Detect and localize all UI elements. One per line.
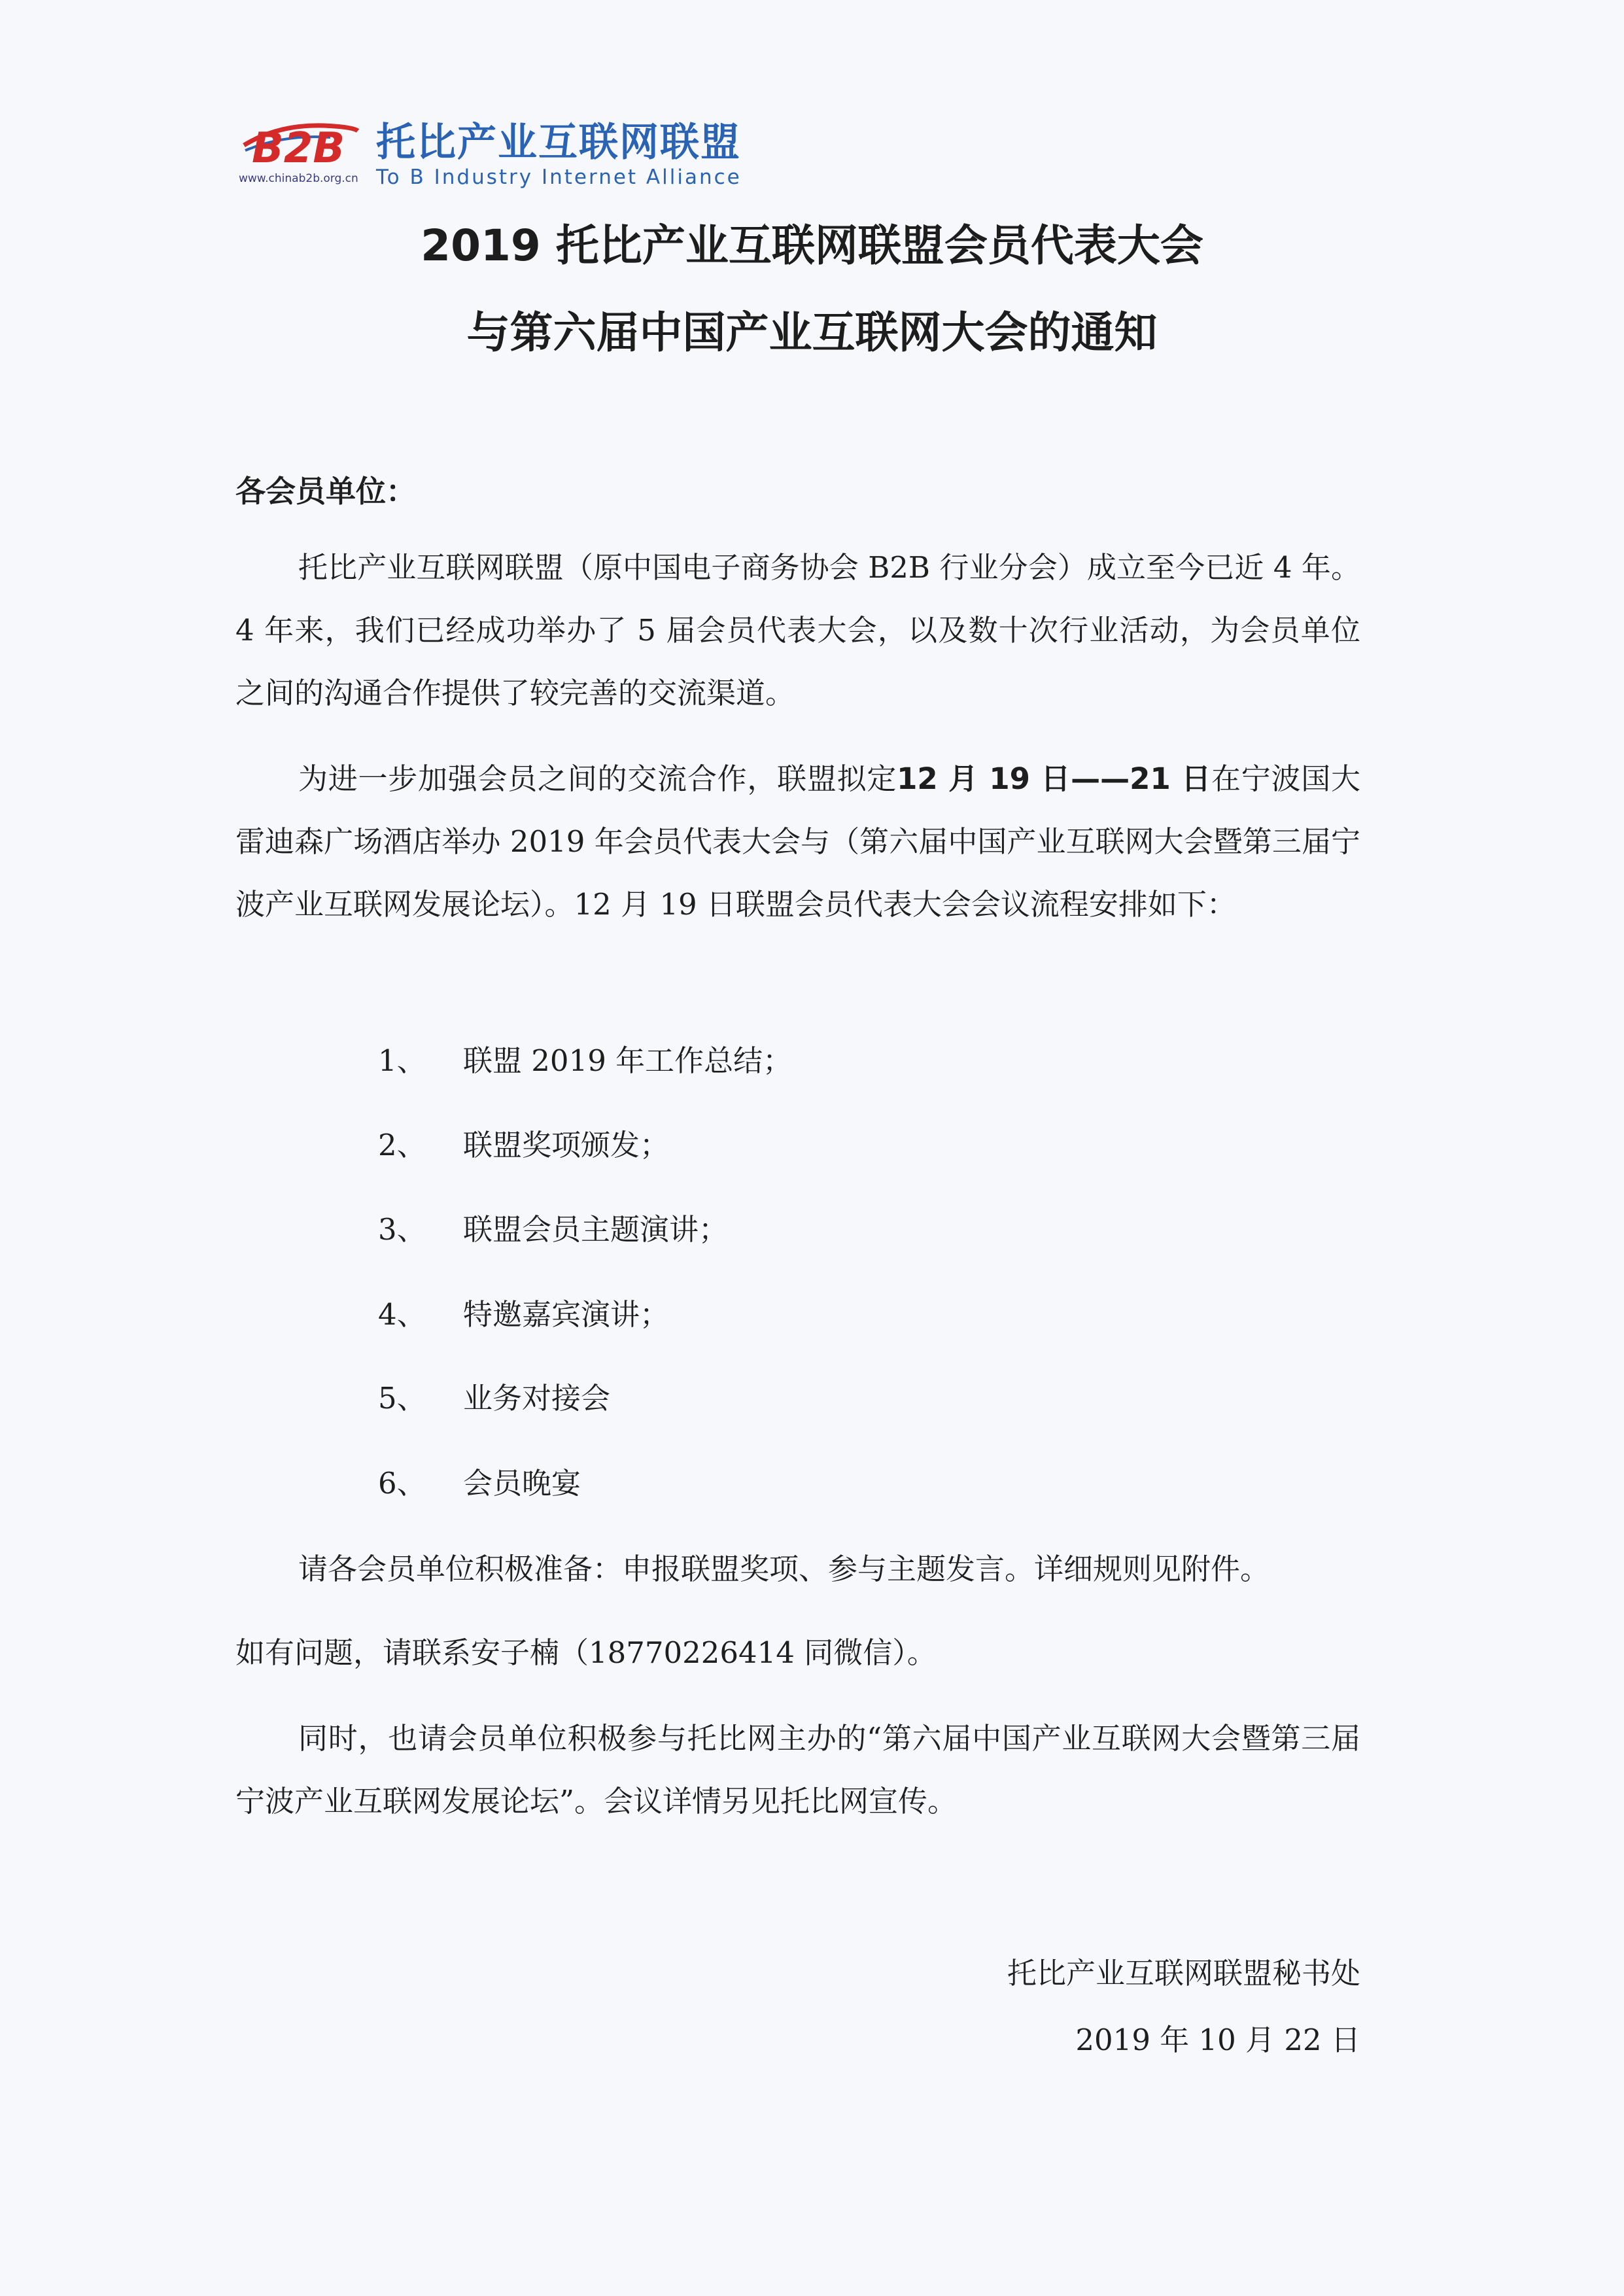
agenda-item xyxy=(378,1037,792,1079)
logo-mark-text: B2B xyxy=(252,124,345,167)
signature-date: 2019 年 10 月 22 日 xyxy=(1075,2023,1360,2057)
agenda-number: 1、 xyxy=(378,1043,426,1078)
agenda-text: 会员晚宴 xyxy=(463,1466,581,1501)
title-line-1: 2019 托比产业互联网联盟会员代表大会 xyxy=(421,220,1203,271)
alliance-logo xyxy=(239,105,775,190)
signature-org: 托比产业互联网联盟秘书处 xyxy=(1007,1956,1360,1991)
agenda-item xyxy=(378,1291,669,1333)
agenda-number: 5、 xyxy=(378,1381,426,1416)
agenda-number: 6、 xyxy=(378,1466,426,1501)
agenda-item xyxy=(378,1121,669,1164)
paragraph-intro: 托比产业互联网联盟（原中国电子商务协会 B2B 行业分会）成立至今已近 4 年。4 年来，我们已经成功举办了 5 届会员代表大会，以及数十次行业活动，为会员单位之间的沟通合作提供了较完善的交流渠道。 xyxy=(235,550,1360,710)
agenda-number: 3、 xyxy=(378,1212,426,1247)
agenda-text: 联盟会员主题演讲； xyxy=(463,1212,729,1247)
agenda-text: 业务对接会 xyxy=(463,1381,611,1416)
org-name-en: To B Industry Internet Alliance xyxy=(376,165,742,189)
schedule-text-post: 在宁波国大雷迪森广场酒店举办 2019 年会员代表大会与（第六届中国产业互联网大会暨第三届宁波产业互联网发展论坛）。12 月 19 日联盟会员代表大会会议流程安排如下： xyxy=(235,761,1360,922)
b2b-logo-icon xyxy=(239,111,363,167)
salutation: 各会员单位： xyxy=(235,474,416,509)
agenda-text: 联盟奖项颁发； xyxy=(463,1128,670,1162)
agenda-text: 联盟 2019 年工作总结； xyxy=(463,1043,793,1078)
agenda-text: 特邀嘉宾演讲； xyxy=(463,1297,670,1332)
org-name-cn: 托比产业互联网联盟 xyxy=(376,120,741,165)
agenda-item xyxy=(378,1459,581,1502)
schedule-text-pre: 为进一步加强会员之间的交流合作，联盟拟定 xyxy=(298,761,897,796)
schedule-dates: 12 月 19 日——21 日 xyxy=(897,761,1211,796)
paragraph-schedule xyxy=(235,748,1360,936)
contact-line: 如有问题，请联系安子楠（18770226414 同微信）。 xyxy=(235,1635,937,1670)
agenda-item xyxy=(378,1374,610,1417)
agenda-number: 2、 xyxy=(378,1128,426,1162)
paragraph-participation: 同时，也请会员单位积极参与托比网主办的“第六届中国产业互联网大会暨第三届宁波产业互联网发展论坛”。会议详情另见托比网宣传。 xyxy=(235,1721,1360,1818)
website-url: www.chinab2b.org.cn xyxy=(239,172,358,185)
title-line-2: 与第六届中国产业互联网大会的通知 xyxy=(466,307,1158,358)
agenda-number: 4、 xyxy=(378,1297,426,1332)
agenda-item xyxy=(378,1206,728,1248)
preparation-line: 请各会员单位积极准备：申报联盟奖项、参与主题发言。详细规则见附件。 xyxy=(298,1552,1270,1586)
